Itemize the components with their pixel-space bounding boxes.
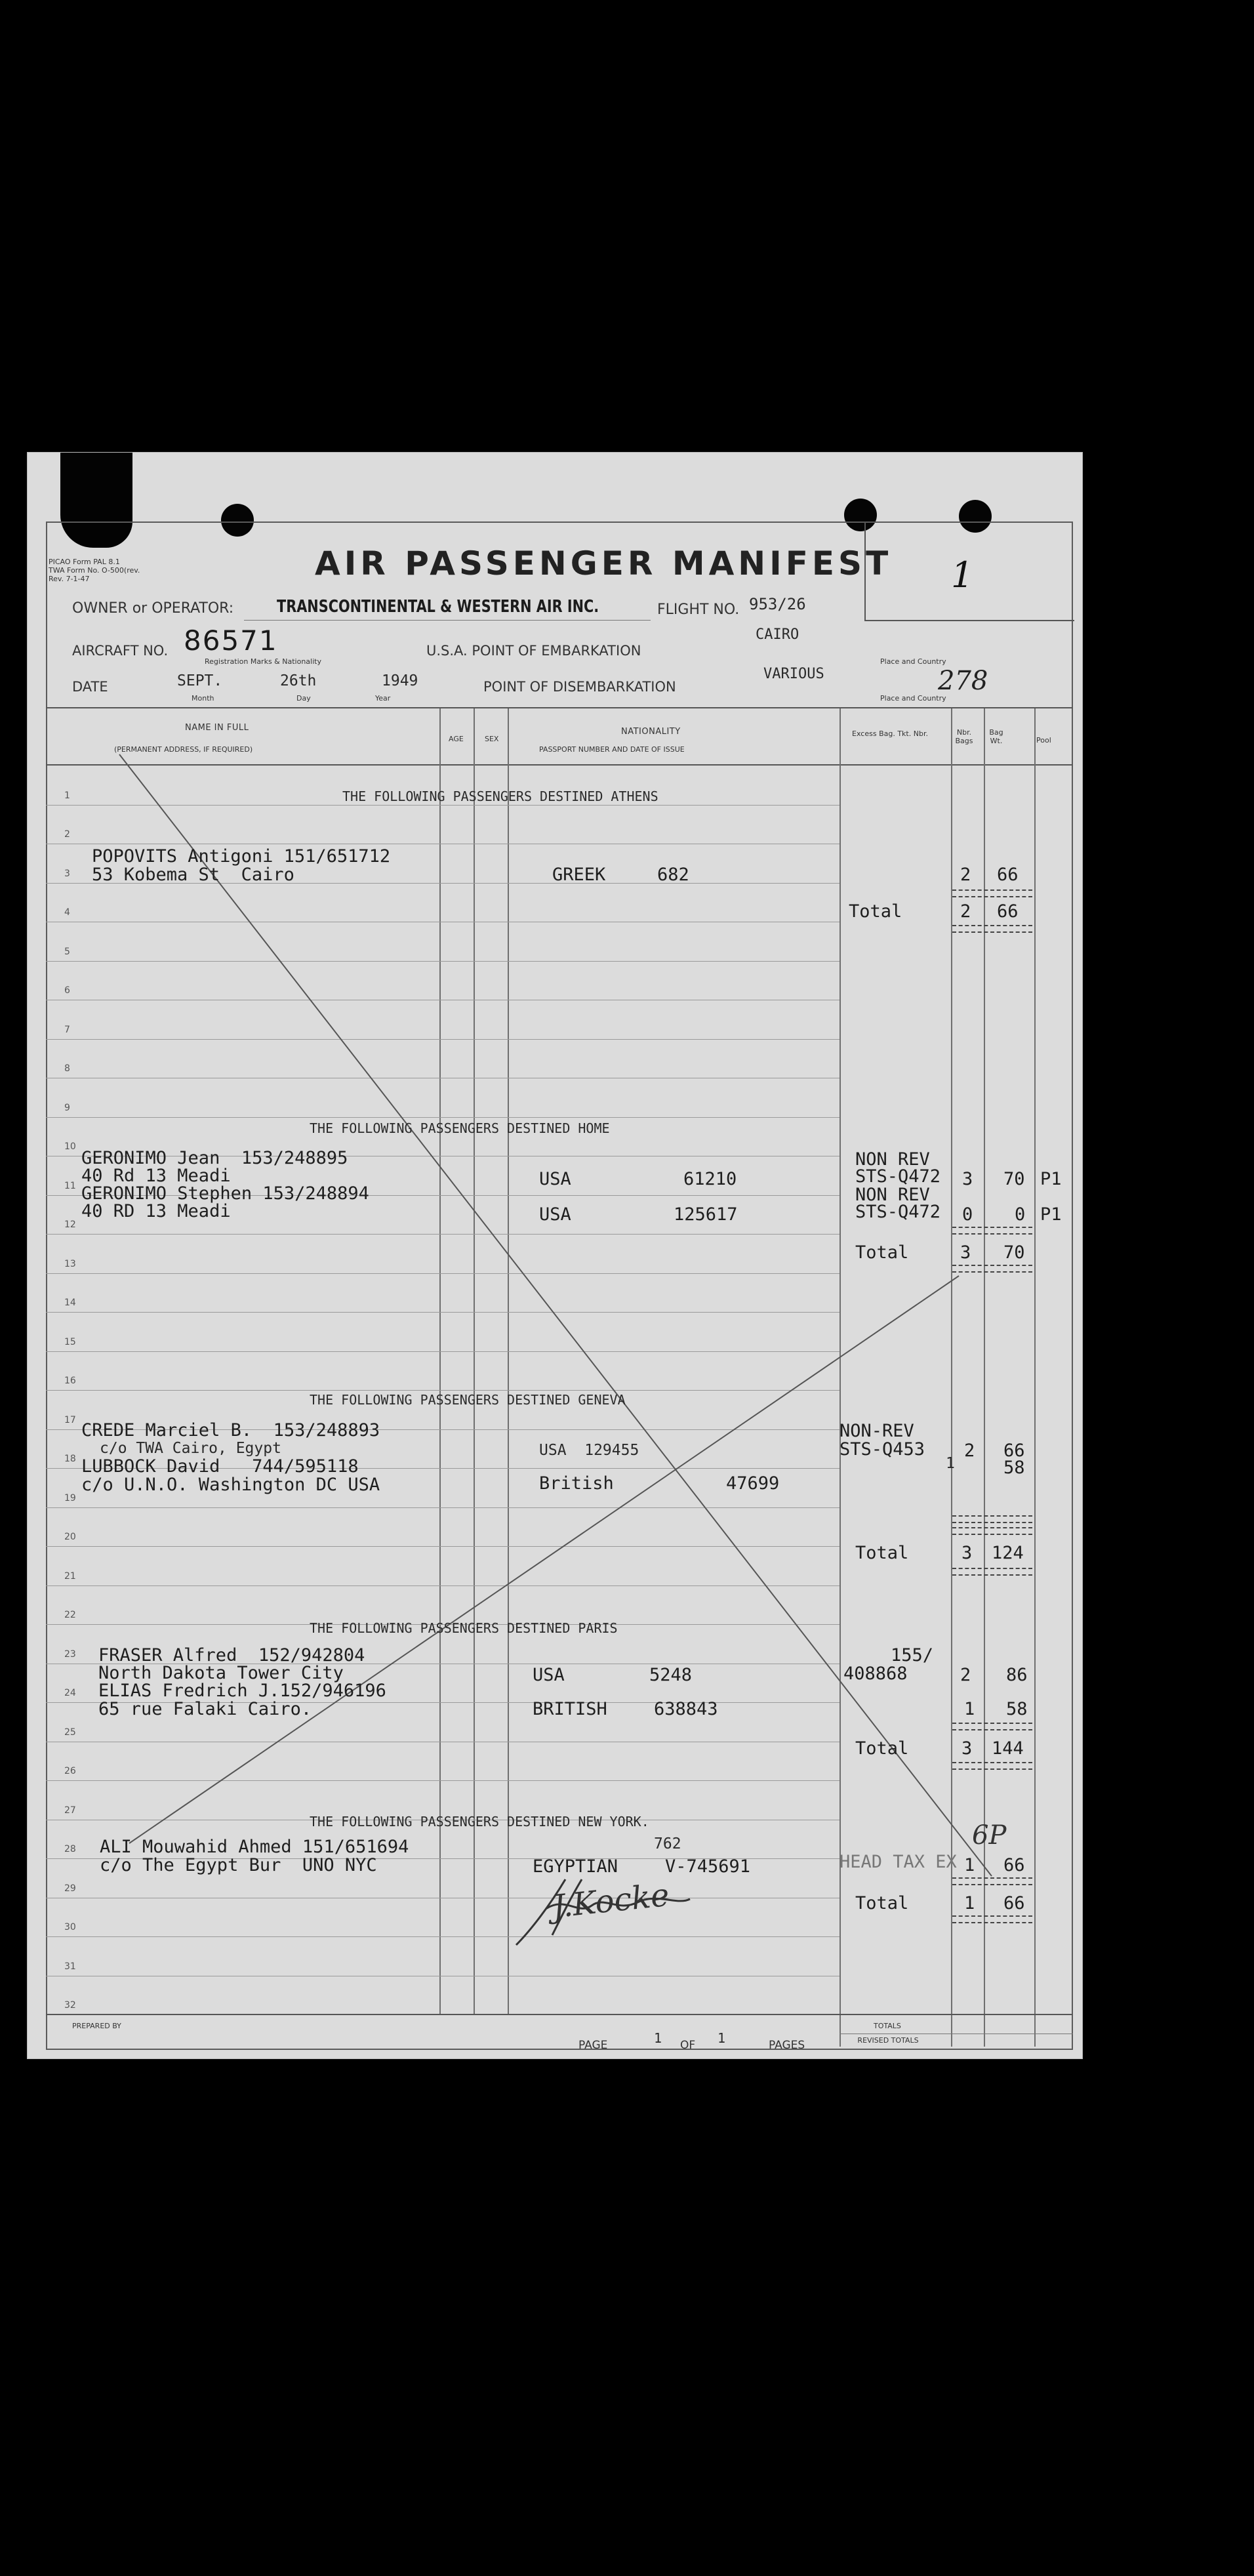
entry-geronimo-stephen-name: GERONIMO Stephen 153/248894 [81, 1183, 369, 1204]
entry-geronimo-jean-bags: 3 [962, 1169, 973, 1189]
row-number: 15 [64, 1337, 76, 1347]
handwritten-number: 278 [938, 666, 988, 696]
entry-popovits-bags: 2 [960, 865, 971, 885]
sheet-number: 1 [951, 554, 974, 596]
athens-total-label: Total [849, 901, 902, 922]
row-number: 28 [64, 1844, 76, 1854]
disembark-sub: Place and Country [880, 694, 946, 703]
entry-ali-handwritten: 6P [972, 1820, 1007, 1850]
entry-lubbock-wt: 58 [1003, 1458, 1025, 1478]
entry-lubbock-nationality: British [539, 1473, 614, 1494]
owner-value: TRANSCONTINENTAL & WESTERN AIR INC. [277, 597, 599, 617]
entry-fraser-passport: 5248 [649, 1665, 693, 1685]
embark-value: CAIRO [756, 626, 799, 643]
col-age: AGE [449, 735, 464, 743]
entry-geronimo-jean-pool: P1 [1040, 1169, 1062, 1189]
row-number: 23 [64, 1649, 76, 1660]
geneva-total-label: Total [855, 1543, 909, 1563]
paris-total-label: Total [855, 1738, 909, 1759]
geneva-total-wt: 124 [992, 1543, 1024, 1563]
row-number: 1 [64, 790, 70, 801]
page-title: AIR PASSENGER MANIFEST [315, 544, 893, 583]
ny-total-wt: 66 [1003, 1893, 1025, 1913]
revised-totals-label: REVISED TOTALS [857, 2036, 919, 2045]
entry-ali-wt: 66 [1003, 1855, 1025, 1875]
section-geneva: THE FOLLOWING PASSENGERS DESTINED GENEVA [310, 1392, 626, 1408]
section-paris: THE FOLLOWING PASSENGERS DESTINED PARIS [310, 1620, 618, 1636]
totals-label: TOTALS [874, 2022, 901, 2030]
entry-ali-excess: HEAD TAX EX [839, 1852, 957, 1872]
entry-popovits-nationality: GREEK [552, 865, 606, 885]
entry-fraser-excess-1: 155/ [891, 1645, 934, 1666]
entry-geronimo-stephen-pool: P1 [1040, 1204, 1062, 1225]
col-name: NAME IN FULL [185, 723, 249, 733]
paris-total-wt: 144 [992, 1738, 1024, 1759]
entry-elias-wt: 58 [1006, 1699, 1028, 1719]
col-nbr: Nbr. Bags [955, 728, 973, 745]
total-rule [952, 1227, 1032, 1235]
entry-crede-excess-2: STS-Q453 [839, 1439, 925, 1460]
form-id-line: PICAO Form PAL 8.1 [49, 558, 120, 566]
row-number: 24 [64, 1688, 76, 1698]
aircraft-value: 86571 [184, 624, 278, 657]
row-number: 30 [64, 1922, 76, 1932]
entry-crede-name: CREDE Marciel B. 153/248893 [81, 1420, 380, 1441]
entry-geronimo-stephen-wt: 0 [1015, 1204, 1026, 1225]
col-name-sub: (PERMANENT ADDRESS, IF REQUIRED) [114, 745, 253, 754]
entry-fraser-bags: 2 [960, 1665, 971, 1685]
row-number: 13 [64, 1259, 76, 1269]
page-label: PAGE [578, 2039, 608, 2052]
col-bag: Bag Wt. [989, 728, 1003, 745]
entry-geronimo-stephen-excess-2: STS-Q472 [855, 1202, 941, 1222]
home-total-bags: 3 [960, 1242, 971, 1263]
row-number: 31 [64, 1961, 76, 1972]
total-rule [952, 1265, 1032, 1273]
flight-value: 953/26 [749, 595, 806, 613]
home-total-wt: 70 [1003, 1242, 1025, 1263]
total-rule [952, 1877, 1032, 1885]
entry-ali-passport-top: 762 [654, 1835, 681, 1852]
total-rule [952, 1568, 1032, 1576]
entry-crede-bags: 2 [964, 1441, 975, 1461]
entry-fraser-excess-2: 408868 [843, 1664, 908, 1684]
row-number: 7 [64, 1025, 70, 1035]
form-id-line: TWA Form No. O-500(rev. [49, 566, 140, 575]
row-number: 11 [64, 1181, 76, 1191]
entry-geronimo-stephen-nationality: USA [539, 1204, 571, 1225]
row-number: 17 [64, 1415, 76, 1425]
flight-label: FLIGHT NO. [657, 602, 740, 618]
col-nationality-sub: PASSPORT NUMBER AND DATE OF ISSUE [539, 745, 685, 754]
row-number: 22 [64, 1610, 76, 1620]
entry-popovits-name: POPOVITS Antigoni 151/651712 [92, 846, 391, 867]
entry-geronimo-jean-excess-1: NON REV [855, 1149, 930, 1170]
ny-total-bags: 1 [964, 1893, 975, 1913]
col-pool: Pool [1036, 736, 1051, 745]
entry-geronimo-jean-passport: 61210 [683, 1169, 737, 1189]
row-number: 27 [64, 1805, 76, 1816]
entry-ali-bags: 1 [964, 1855, 975, 1875]
row-number: 12 [64, 1219, 76, 1230]
row-number: 8 [64, 1063, 70, 1074]
row-number: 20 [64, 1532, 76, 1542]
row-number: 3 [64, 869, 70, 879]
disembark-label: POINT OF DISEMBARKATION [483, 679, 676, 695]
row-number: 10 [64, 1141, 76, 1152]
signature: J.Kocke [550, 1876, 672, 1926]
date-year: 1949 [382, 672, 418, 689]
prepared-by-label: PREPARED BY [72, 2022, 121, 2030]
owner-label: OWNER or OPERATOR: [72, 600, 234, 617]
row-number: 25 [64, 1727, 76, 1738]
entry-ali-address: c/o The Egypt Bur UNO NYC [100, 1855, 377, 1875]
entry-geronimo-stephen-excess-1: NON REV [855, 1185, 930, 1205]
ny-total-label: Total [855, 1893, 909, 1913]
entry-geronimo-stephen-passport: 125617 [674, 1204, 738, 1225]
row-number: 21 [64, 1571, 76, 1582]
entry-ali-name: ALI Mouwahid Ahmed 151/651694 [100, 1837, 409, 1857]
entry-geronimo-jean-name: GERONIMO Jean 153/248895 [81, 1148, 348, 1168]
home-total-label: Total [855, 1242, 909, 1263]
date-sub-day: Day [296, 694, 311, 703]
embark-sub: Place and Country [880, 657, 946, 666]
form-id-line: Rev. 7-1-47 [49, 575, 90, 583]
entry-elias-name: ELIAS Fredrich J.152/946196 [98, 1681, 386, 1701]
entry-elias-passport: 638843 [654, 1699, 718, 1719]
row-number: 18 [64, 1454, 76, 1464]
entry-elias-nationality: BRITISH [533, 1699, 607, 1719]
total-rule [952, 1915, 1032, 1923]
entry-crede-wt: 66 [1003, 1441, 1025, 1461]
total-rule [952, 1527, 1032, 1535]
section-newyork: THE FOLLOWING PASSENGERS DESTINED NEW YORK. [310, 1814, 649, 1830]
date-label: DATE [72, 679, 108, 695]
page-number: 1 [654, 2030, 662, 2046]
row-number: 29 [64, 1883, 76, 1894]
athens-total-bags: 2 [960, 901, 971, 922]
entry-fraser-address: North Dakota Tower City [98, 1663, 344, 1683]
row-number: 9 [64, 1103, 70, 1113]
total-rule [952, 889, 1032, 897]
date-day: 26th [280, 672, 317, 689]
entry-crede-nationality: USA 129455 [539, 1442, 639, 1459]
col-sex: SEX [485, 735, 499, 743]
section-home: THE FOLLOWING PASSENGERS DESTINED HOME [310, 1120, 610, 1136]
entry-crede-address: c/o TWA Cairo, Egypt [100, 1440, 281, 1457]
total-rule [952, 1762, 1032, 1770]
cross-line [129, 1276, 959, 1843]
total-rule [952, 925, 1032, 933]
aircraft-sub: Registration Marks & Nationality [205, 657, 321, 666]
entry-fraser-wt: 86 [1006, 1665, 1028, 1685]
row-number: 4 [64, 907, 70, 918]
entry-geronimo-stephen-address: 40 RD 13 Meadi [81, 1201, 231, 1221]
pages-label: PAGES [769, 2039, 805, 2052]
row-number: 2 [64, 829, 70, 840]
aircraft-label: AIRCRAFT NO. [72, 643, 169, 659]
total-rule [952, 1515, 1032, 1523]
entry-popovits-passport: 682 [657, 865, 689, 885]
entry-elias-address: 65 rue Falaki Cairo. [98, 1699, 312, 1719]
entry-geronimo-jean-wt: 70 [1003, 1169, 1025, 1189]
date-sub-month: Month [192, 694, 214, 703]
entry-lubbock-passport: 47699 [726, 1473, 780, 1494]
entry-lubbock-name: LUBBOCK David 744/595118 [81, 1456, 359, 1477]
date-month: SEPT. [177, 672, 223, 689]
entry-geronimo-stephen-bags: 0 [962, 1204, 973, 1225]
col-excess: Excess Bag. Tkt. Nbr. [852, 729, 928, 738]
manifest-sheet [28, 453, 1082, 2058]
row-number: 6 [64, 985, 70, 996]
athens-total-wt: 66 [997, 901, 1019, 922]
disembark-value: VARIOUS [763, 666, 824, 682]
date-sub-year: Year [375, 694, 391, 703]
embark-label: U.S.A. POINT OF EMBARKATION [426, 643, 641, 659]
row-number: 26 [64, 1766, 76, 1776]
entry-crede-excess-1: NON-REV [839, 1421, 914, 1441]
entry-geronimo-jean-address: 40 Rd 13 Meadi [81, 1166, 231, 1186]
entry-lubbock-bags: 1 [946, 1455, 955, 1472]
paris-total-bags: 3 [961, 1738, 973, 1759]
entry-elias-bags: 1 [964, 1699, 975, 1719]
entry-lubbock-address: c/o U.N.O. Washington DC USA [81, 1475, 380, 1495]
row-number: 16 [64, 1376, 76, 1386]
col-nationality: NATIONALITY [621, 727, 681, 737]
entry-fraser-name: FRASER Alfred 152/942804 [98, 1645, 365, 1666]
row-number: 32 [64, 2000, 76, 2011]
entry-popovits-address: 53 Kobema St Cairo [92, 865, 294, 885]
of-number: 1 [718, 2030, 726, 2046]
entry-ali-nationality: EGYPTIAN [533, 1856, 618, 1877]
entry-fraser-nationality: USA [533, 1665, 565, 1685]
geneva-total-bags: 3 [961, 1543, 973, 1563]
row-number: 5 [64, 947, 70, 957]
entry-ali-passport: V-745691 [665, 1856, 751, 1877]
total-rule [952, 1723, 1032, 1730]
row-number: 19 [64, 1493, 76, 1503]
of-label: OF [680, 2039, 696, 2052]
row-number: 14 [64, 1298, 76, 1308]
section-athens: THE FOLLOWING PASSENGERS DESTINED ATHENS [342, 788, 658, 804]
entry-geronimo-jean-excess-2: STS-Q472 [855, 1166, 941, 1187]
entry-geronimo-jean-nationality: USA [539, 1169, 571, 1189]
entry-popovits-wt: 66 [997, 865, 1019, 885]
